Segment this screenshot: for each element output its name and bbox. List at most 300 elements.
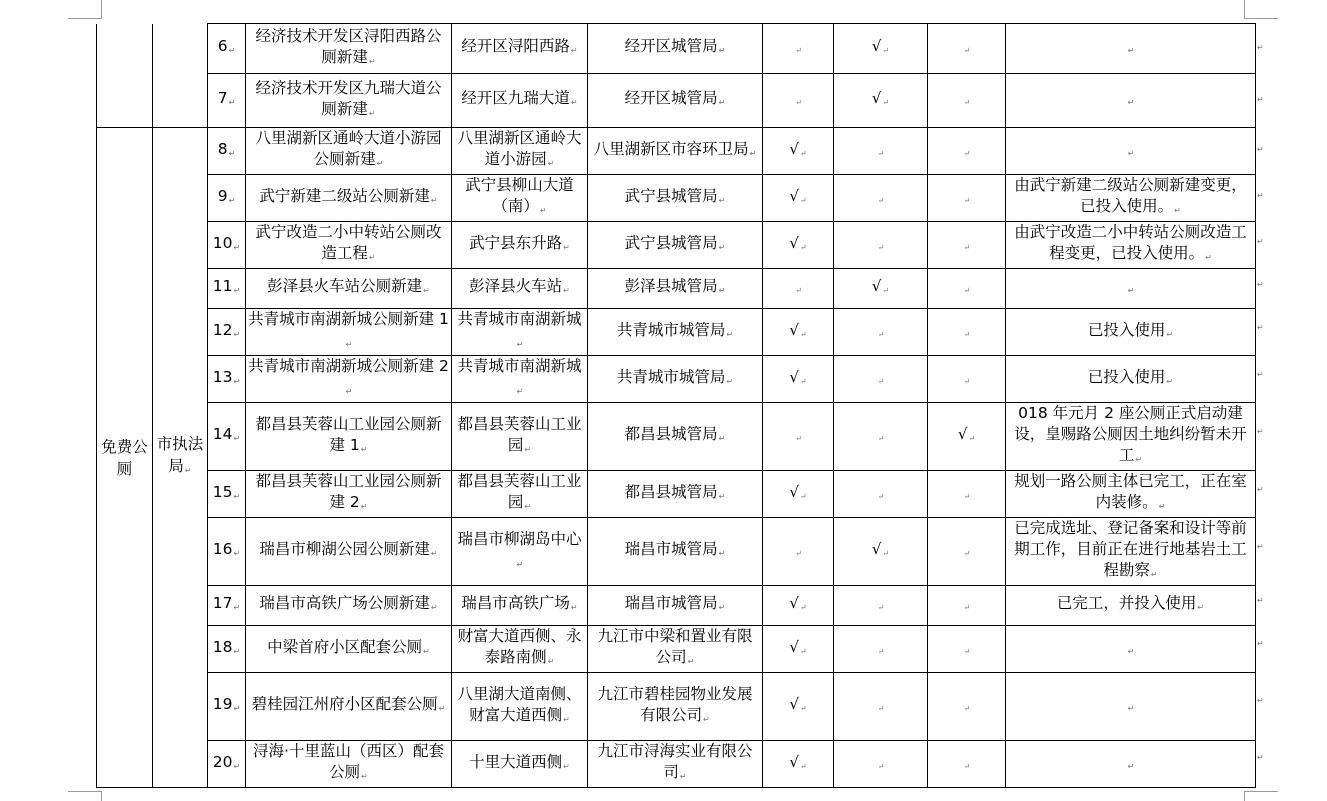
paragraph-mark-icon: ↵ — [877, 646, 885, 656]
project-name-cell — [246, 471, 452, 518]
paragraph-mark-icon: ↵ — [1174, 206, 1181, 215]
project-location: 都昌县芙蓉山工业园 — [457, 472, 582, 511]
row-end-mark-icon: ↵ — [1257, 280, 1264, 289]
row-number-cell — [208, 626, 246, 673]
status-in-progress-cell — [834, 626, 928, 673]
paragraph-mark-icon: ↵ — [877, 434, 885, 443]
row-number-cell — [208, 175, 246, 222]
table-row — [97, 175, 1256, 222]
paragraph-mark-icon: ↵ — [1127, 148, 1135, 158]
paragraph-mark-icon: ↵ — [749, 148, 757, 158]
status-completed-cell — [763, 586, 834, 626]
responsible-unit-cell — [588, 356, 763, 403]
paragraph-mark-icon: ↵ — [233, 761, 241, 771]
project-name-cell — [246, 222, 452, 269]
responsible-unit-cell — [588, 403, 763, 471]
row-number: 6 — [217, 37, 228, 55]
status-not-started-cell — [928, 673, 1006, 741]
paragraph-mark-icon: ↵ — [563, 242, 570, 252]
paragraph-mark-icon: ↵ — [361, 772, 368, 781]
status-not-started-cell — [928, 222, 1006, 269]
paragraph-mark-icon: ↵ — [368, 56, 376, 66]
status-completed-cell — [763, 518, 834, 586]
project-location: 八里湖新区通岭大道小游园 — [457, 129, 582, 168]
remark-cell — [1006, 673, 1256, 741]
paragraph-mark-icon: ↵ — [1127, 98, 1135, 107]
paragraph-mark-icon: ↵ — [799, 646, 807, 656]
project-location: 经开区浔阳西路 — [461, 37, 570, 55]
paragraph-mark-icon: ↵ — [882, 286, 890, 295]
row-end-mark-icon: ↵ — [1257, 427, 1264, 436]
remark-cell — [1006, 403, 1256, 471]
row-number: 7 — [217, 89, 228, 107]
project-name: 中梁首府小区配套公厕 — [267, 637, 423, 656]
project-name: 瑞昌市柳湖公园公厕新建 — [259, 540, 430, 558]
table-row — [97, 356, 1256, 403]
status-completed-cell — [763, 74, 834, 128]
status-not-started-cell — [928, 626, 1006, 673]
status-in-progress-cell — [834, 741, 928, 788]
paragraph-mark-icon: ↵ — [539, 206, 547, 215]
paragraph-mark-icon: ↵ — [516, 559, 524, 569]
row-end-mark-icon: ↵ — [1257, 237, 1264, 246]
paragraph-mark-icon: ↵ — [795, 549, 802, 558]
row-end-mark-icon: ↵ — [1257, 542, 1264, 551]
project-name-cell — [246, 175, 452, 222]
status-in-progress-cell — [834, 175, 928, 222]
project-name-cell — [246, 626, 452, 673]
status-in-progress-cell — [834, 222, 928, 269]
table-row — [97, 673, 1256, 741]
responsible-unit-cell — [588, 626, 763, 673]
status-completed: √ — [789, 594, 799, 612]
project-location: 十里大道西侧 — [469, 752, 563, 771]
paragraph-mark-icon: ↵ — [718, 491, 726, 501]
paragraph-mark-icon: ↵ — [228, 148, 236, 158]
responsible-unit: 八里湖新区市容环卫局 — [593, 139, 749, 158]
paragraph-mark-icon: ↵ — [877, 376, 885, 386]
row-number: 17 — [212, 594, 233, 612]
paragraph-mark-icon: ↵ — [968, 434, 976, 443]
row-number-cell — [208, 518, 246, 586]
paragraph-mark-icon: ↵ — [718, 286, 726, 295]
remark-cell — [1006, 128, 1256, 175]
project-location-cell — [452, 309, 588, 356]
paragraph-mark-icon: ↵ — [799, 761, 807, 771]
status-completed-cell — [763, 673, 834, 741]
responsible-unit-cell — [588, 471, 763, 518]
row-end-mark-icon: ↵ — [1257, 43, 1264, 52]
remark: 已完工，并投入使用 — [1056, 594, 1197, 612]
paragraph-mark-icon: ↵ — [799, 704, 807, 713]
status-completed-cell — [763, 269, 834, 309]
paragraph-mark-icon: ↵ — [963, 646, 971, 656]
paragraph-mark-icon: ↵ — [233, 434, 241, 443]
table-row — [97, 128, 1256, 175]
paragraph-mark-icon: ↵ — [799, 329, 807, 339]
row-number: 19 — [212, 695, 233, 713]
paragraph-mark-icon: ↵ — [1127, 646, 1135, 656]
status-not-started-cell — [928, 269, 1006, 309]
crop-mark-top-left-v — [101, 0, 102, 18]
row-end-mark-icon: ↵ — [1257, 323, 1264, 332]
paragraph-mark-icon: ↵ — [718, 603, 726, 612]
project-location-cell — [452, 356, 588, 403]
paragraph-mark-icon: ↵ — [1166, 376, 1174, 386]
paragraph-mark-icon: ↵ — [233, 704, 241, 713]
paragraph-mark-icon: ↵ — [563, 286, 570, 295]
paragraph-mark-icon: ↵ — [570, 46, 578, 55]
row-number-cell — [208, 128, 246, 175]
status-completed-cell — [763, 626, 834, 673]
project-name: 瑞昌市高铁广场公厕新建 — [259, 594, 430, 612]
paragraph-mark-icon: ↵ — [1197, 603, 1205, 612]
remark-cell — [1006, 626, 1256, 673]
project-location-cell — [452, 74, 588, 128]
paragraph-mark-icon: ↵ — [524, 502, 532, 511]
paragraph-mark-icon: ↵ — [795, 286, 802, 295]
remark-cell — [1006, 74, 1256, 128]
table-body — [97, 24, 1256, 788]
project-name: 都昌县芙蓉山工业园公厕新建 1 — [255, 414, 442, 454]
paragraph-mark-icon: ↵ — [877, 704, 885, 713]
project-location-cell — [452, 269, 588, 309]
paragraph-mark-icon: ↵ — [563, 761, 570, 771]
paragraph-mark-icon: ↵ — [877, 603, 885, 612]
paragraph-mark-icon: ↵ — [1166, 329, 1174, 339]
status-not-started-cell — [928, 471, 1006, 518]
remark-cell — [1006, 309, 1256, 356]
table-row — [97, 74, 1256, 128]
status-in-progress-cell — [834, 403, 928, 471]
paragraph-mark-icon: ↵ — [963, 242, 971, 252]
status-completed-cell — [763, 309, 834, 356]
project-name-cell — [246, 673, 452, 741]
row-number-cell — [208, 74, 246, 128]
row-number: 14 — [212, 425, 233, 443]
project-location-cell — [452, 175, 588, 222]
table-row — [97, 471, 1256, 518]
status-completed: √ — [789, 637, 799, 656]
project-name: 武宁新建二级站公厕新建 — [259, 186, 430, 205]
paragraph-mark-icon: ↵ — [963, 549, 971, 558]
row-end-mark-icon: ↵ — [1257, 370, 1264, 379]
paragraph-mark-icon: ↵ — [233, 646, 241, 656]
paragraph-mark-icon: ↵ — [963, 286, 971, 295]
project-location: 共青城市南湖新城 — [457, 357, 582, 375]
status-not-started-cell — [928, 356, 1006, 403]
responsible-unit: 九江市浔海实业有限公司 — [597, 742, 753, 781]
responsible-unit-cell — [588, 673, 763, 741]
crop-mark-bottom-right-v — [1244, 791, 1245, 801]
responsible-unit: 九江市碧桂园物业发展有限公司 — [597, 684, 753, 724]
responsible-unit: 都昌县城管局 — [624, 425, 718, 443]
row-number-cell — [208, 269, 246, 309]
paragraph-mark-icon: ↵ — [423, 286, 430, 295]
status-in-progress-cell — [834, 269, 928, 309]
paragraph-mark-icon: ↵ — [799, 376, 807, 386]
project-name: 共青城市南湖新城公厕新建 2 — [248, 357, 449, 375]
paragraph-mark-icon: ↵ — [233, 376, 241, 386]
paragraph-mark-icon: ↵ — [718, 434, 726, 443]
status-in-progress-cell — [834, 673, 928, 741]
row-end-mark-icon: ↵ — [1257, 596, 1264, 605]
responsible-unit: 武宁县城管局 — [624, 233, 718, 252]
paragraph-mark-icon: ↵ — [430, 195, 438, 205]
paragraph-mark-icon: ↵ — [570, 603, 578, 612]
paragraph-mark-icon: ↵ — [799, 603, 807, 612]
row-number-cell — [208, 741, 246, 788]
responsible-unit: 九江市中梁和置业有限公司 — [597, 627, 753, 666]
paragraph-mark-icon: ↵ — [376, 159, 384, 168]
status-completed: √ — [789, 320, 799, 339]
status-completed: √ — [789, 139, 799, 158]
paragraph-mark-icon: ↵ — [524, 444, 532, 454]
project-name-cell — [246, 74, 452, 128]
remark: 由武宁改造二小中转站公厕改造工程变更，已投入使用。 — [1014, 223, 1247, 262]
row-number: 15 — [212, 482, 233, 501]
paragraph-mark-icon: ↵ — [516, 387, 524, 396]
status-not-started-cell — [928, 403, 1006, 471]
paragraph-mark-icon: ↵ — [963, 761, 971, 771]
paragraph-mark-icon: ↵ — [228, 46, 236, 55]
paragraph-mark-icon: ↵ — [726, 376, 734, 386]
responsible-unit-cell — [588, 269, 763, 309]
crop-mark-top-right-v — [1244, 0, 1245, 18]
remark-cell — [1006, 518, 1256, 586]
row-number-cell — [208, 24, 246, 74]
category-label: 免费公厕 — [101, 437, 148, 478]
row-number: 10 — [212, 233, 233, 252]
paragraph-mark-icon: ↵ — [799, 195, 807, 205]
status-completed-cell — [763, 471, 834, 518]
row-number: 9 — [217, 186, 228, 205]
paragraph-mark-icon: ↵ — [563, 714, 570, 724]
status-completed-cell — [763, 222, 834, 269]
project-location-cell — [452, 626, 588, 673]
paragraph-mark-icon: ↵ — [228, 195, 236, 205]
project-location: 瑞昌市高铁广场 — [461, 594, 570, 612]
toilet-project-table — [96, 23, 1256, 788]
row-end-mark-icon: ↵ — [1257, 753, 1264, 762]
row-number: 16 — [212, 540, 233, 558]
project-location: 八里湖大道南侧、财富大道西侧 — [457, 684, 582, 724]
project-location-cell — [452, 673, 588, 741]
project-name-cell — [246, 128, 452, 175]
crop-mark-bottom-right-h — [1244, 791, 1278, 792]
paragraph-mark-icon: ↵ — [877, 195, 885, 205]
row-end-mark-icon: ↵ — [1257, 639, 1264, 648]
paragraph-mark-icon: ↵ — [963, 603, 971, 612]
project-location: 财富大道西侧、永泰路南侧 — [457, 627, 582, 666]
paragraph-mark-icon: ↵ — [233, 329, 241, 339]
project-name: 八里湖新区通岭大道小游园公厕新建 — [255, 129, 442, 168]
project-name: 经济技术开发区九瑞大道公厕新建 — [255, 78, 442, 118]
paragraph-mark-icon: ↵ — [1127, 761, 1135, 771]
remark: 已完成选址、登记备案和设计等前期工作，目前正在进行地基岩土工程勘察 — [1014, 519, 1247, 579]
project-name-cell — [246, 309, 452, 356]
department-cell — [153, 128, 208, 788]
crop-mark-top-right-h — [1244, 18, 1278, 19]
status-in-progress-cell — [834, 24, 928, 74]
project-location: 彭泽县火车站 — [469, 277, 563, 295]
row-end-mark-icon: ↵ — [1257, 145, 1264, 154]
row-number: 12 — [212, 320, 233, 339]
remark-cell — [1006, 24, 1256, 74]
responsible-unit: 瑞昌市城管局 — [624, 594, 718, 612]
status-not-started: √ — [957, 425, 968, 443]
paragraph-mark-icon: ↵ — [718, 46, 726, 55]
table-row — [97, 586, 1256, 626]
status-not-started-cell — [928, 74, 1006, 128]
paragraph-mark-icon: ↵ — [345, 387, 353, 396]
row-number: 20 — [212, 752, 233, 771]
paragraph-mark-icon: ↵ — [1205, 253, 1212, 262]
status-completed-cell — [763, 175, 834, 222]
blank-department-cell — [153, 24, 208, 128]
table-row — [97, 269, 1256, 309]
remark: 由武宁新建二级站公厕新建变更，已投入使用。 — [1014, 176, 1247, 215]
table-row — [97, 741, 1256, 788]
project-name: 武宁改造二小中转站公厕改造工程 — [255, 223, 442, 262]
project-name: 碧桂园江州府小区配套公厕 — [251, 695, 438, 713]
responsible-unit-cell — [588, 518, 763, 586]
paragraph-mark-icon: ↵ — [360, 444, 368, 454]
category-cell — [97, 128, 153, 788]
status-in-progress-cell — [834, 586, 928, 626]
paragraph-mark-icon: ↵ — [233, 549, 241, 558]
paragraph-mark-icon: ↵ — [882, 549, 890, 558]
crop-mark-bottom-left-v — [101, 791, 102, 801]
status-completed: √ — [789, 752, 799, 771]
project-name: 彭泽县火车站公厕新建 — [267, 277, 423, 295]
paragraph-mark-icon: ↵ — [718, 98, 726, 107]
project-location-cell — [452, 24, 588, 74]
table-row — [97, 403, 1256, 471]
status-in-progress: √ — [871, 540, 882, 558]
project-name-cell — [246, 24, 452, 74]
paragraph-mark-icon: ↵ — [430, 603, 438, 612]
project-name-cell — [246, 356, 452, 403]
paragraph-mark-icon: ↵ — [547, 159, 555, 168]
table-row — [97, 222, 1256, 269]
status-not-started-cell — [928, 586, 1006, 626]
project-name: 经济技术开发区浔阳西路公厕新建 — [255, 26, 442, 66]
project-location: 瑞昌市柳湖岛中心 — [457, 529, 582, 548]
status-in-progress-cell — [834, 74, 928, 128]
paragraph-mark-icon: ↵ — [1158, 502, 1166, 511]
paragraph-mark-icon: ↵ — [799, 148, 807, 158]
paragraph-mark-icon: ↵ — [516, 340, 524, 349]
remark: 规划一路公厕主体已完工，正在室内装修。 — [1014, 472, 1247, 511]
paragraph-mark-icon: ↵ — [438, 704, 446, 713]
responsible-unit: 武宁县城管局 — [624, 186, 718, 205]
row-end-mark-icon: ↵ — [1257, 485, 1264, 494]
status-in-progress: √ — [871, 89, 882, 107]
project-location-cell — [452, 403, 588, 471]
responsible-unit-cell — [588, 222, 763, 269]
project-location: 武宁县东升路 — [469, 233, 563, 252]
status-completed: √ — [789, 695, 799, 713]
paragraph-mark-icon: ↵ — [718, 195, 726, 205]
status-not-started-cell — [928, 24, 1006, 74]
status-completed: √ — [789, 482, 799, 501]
paragraph-mark-icon: ↵ — [703, 714, 710, 724]
paragraph-mark-icon: ↵ — [963, 195, 971, 205]
paragraph-mark-icon: ↵ — [799, 491, 807, 501]
remark-cell — [1006, 586, 1256, 626]
remark: 已投入使用 — [1087, 320, 1166, 339]
project-name: 都昌县芙蓉山工业园公厕新建 2 — [255, 472, 442, 511]
paragraph-mark-icon: ↵ — [795, 98, 802, 107]
crop-mark-top-left-h — [68, 18, 102, 19]
status-completed: √ — [789, 367, 799, 386]
paragraph-mark-icon: ↵ — [1127, 704, 1135, 713]
paragraph-mark-icon: ↵ — [687, 657, 695, 666]
responsible-unit-cell — [588, 586, 763, 626]
paragraph-mark-icon: ↵ — [963, 491, 971, 501]
status-in-progress-cell — [834, 309, 928, 356]
row-number: 11 — [212, 277, 233, 295]
paragraph-mark-icon: ↵ — [963, 704, 971, 713]
paragraph-mark-icon: ↵ — [184, 466, 192, 475]
project-location-cell — [452, 586, 588, 626]
project-name-cell — [246, 586, 452, 626]
project-name-cell — [246, 269, 452, 309]
paragraph-mark-icon: ↵ — [963, 376, 971, 386]
paragraph-mark-icon: ↵ — [360, 502, 368, 511]
paragraph-mark-icon: ↵ — [679, 772, 687, 781]
project-name: 共青城市南湖新城公厕新建 1 — [248, 310, 449, 328]
paragraph-mark-icon: ↵ — [963, 46, 971, 55]
blank-category-cell — [97, 24, 153, 128]
responsible-unit: 彭泽县城管局 — [624, 277, 718, 295]
paragraph-mark-icon: ↵ — [233, 242, 241, 252]
paragraph-mark-icon: ↵ — [882, 98, 890, 107]
responsible-unit-cell — [588, 309, 763, 356]
paragraph-mark-icon: ↵ — [233, 286, 241, 295]
status-completed: √ — [789, 233, 799, 252]
row-number-cell — [208, 471, 246, 518]
row-end-mark-icon: ↵ — [1257, 191, 1264, 200]
paragraph-mark-icon: ↵ — [368, 253, 376, 262]
responsible-unit-cell — [588, 74, 763, 128]
row-number: 13 — [212, 367, 233, 386]
paragraph-mark-icon: ↵ — [877, 329, 885, 339]
status-completed: √ — [789, 186, 799, 205]
department-label: 市执法局 — [156, 435, 204, 475]
project-location-cell — [452, 222, 588, 269]
status-in-progress: √ — [871, 37, 882, 55]
responsible-unit: 共青城市城管局 — [616, 320, 726, 339]
crop-mark-bottom-left-h — [68, 791, 102, 792]
project-name-cell — [246, 403, 452, 471]
responsible-unit: 共青城市城管局 — [616, 367, 726, 386]
project-location-cell — [452, 471, 588, 518]
paragraph-mark-icon: ↵ — [547, 657, 555, 666]
responsible-unit: 经开区城管局 — [624, 37, 718, 55]
remark: 018 年元月 2 座公厕正式启动建设，皇赐路公厕因土地纠纷暂未开工 — [1014, 404, 1247, 464]
status-completed-cell — [763, 741, 834, 788]
row-number-cell — [208, 673, 246, 741]
project-name: 浔海·十里蓝山（西区）配套公厕 — [253, 742, 444, 781]
row-number-cell — [208, 586, 246, 626]
remark-cell — [1006, 269, 1256, 309]
status-not-started-cell — [928, 128, 1006, 175]
row-number: 8 — [217, 139, 228, 158]
remark-cell — [1006, 175, 1256, 222]
project-location-cell — [452, 128, 588, 175]
